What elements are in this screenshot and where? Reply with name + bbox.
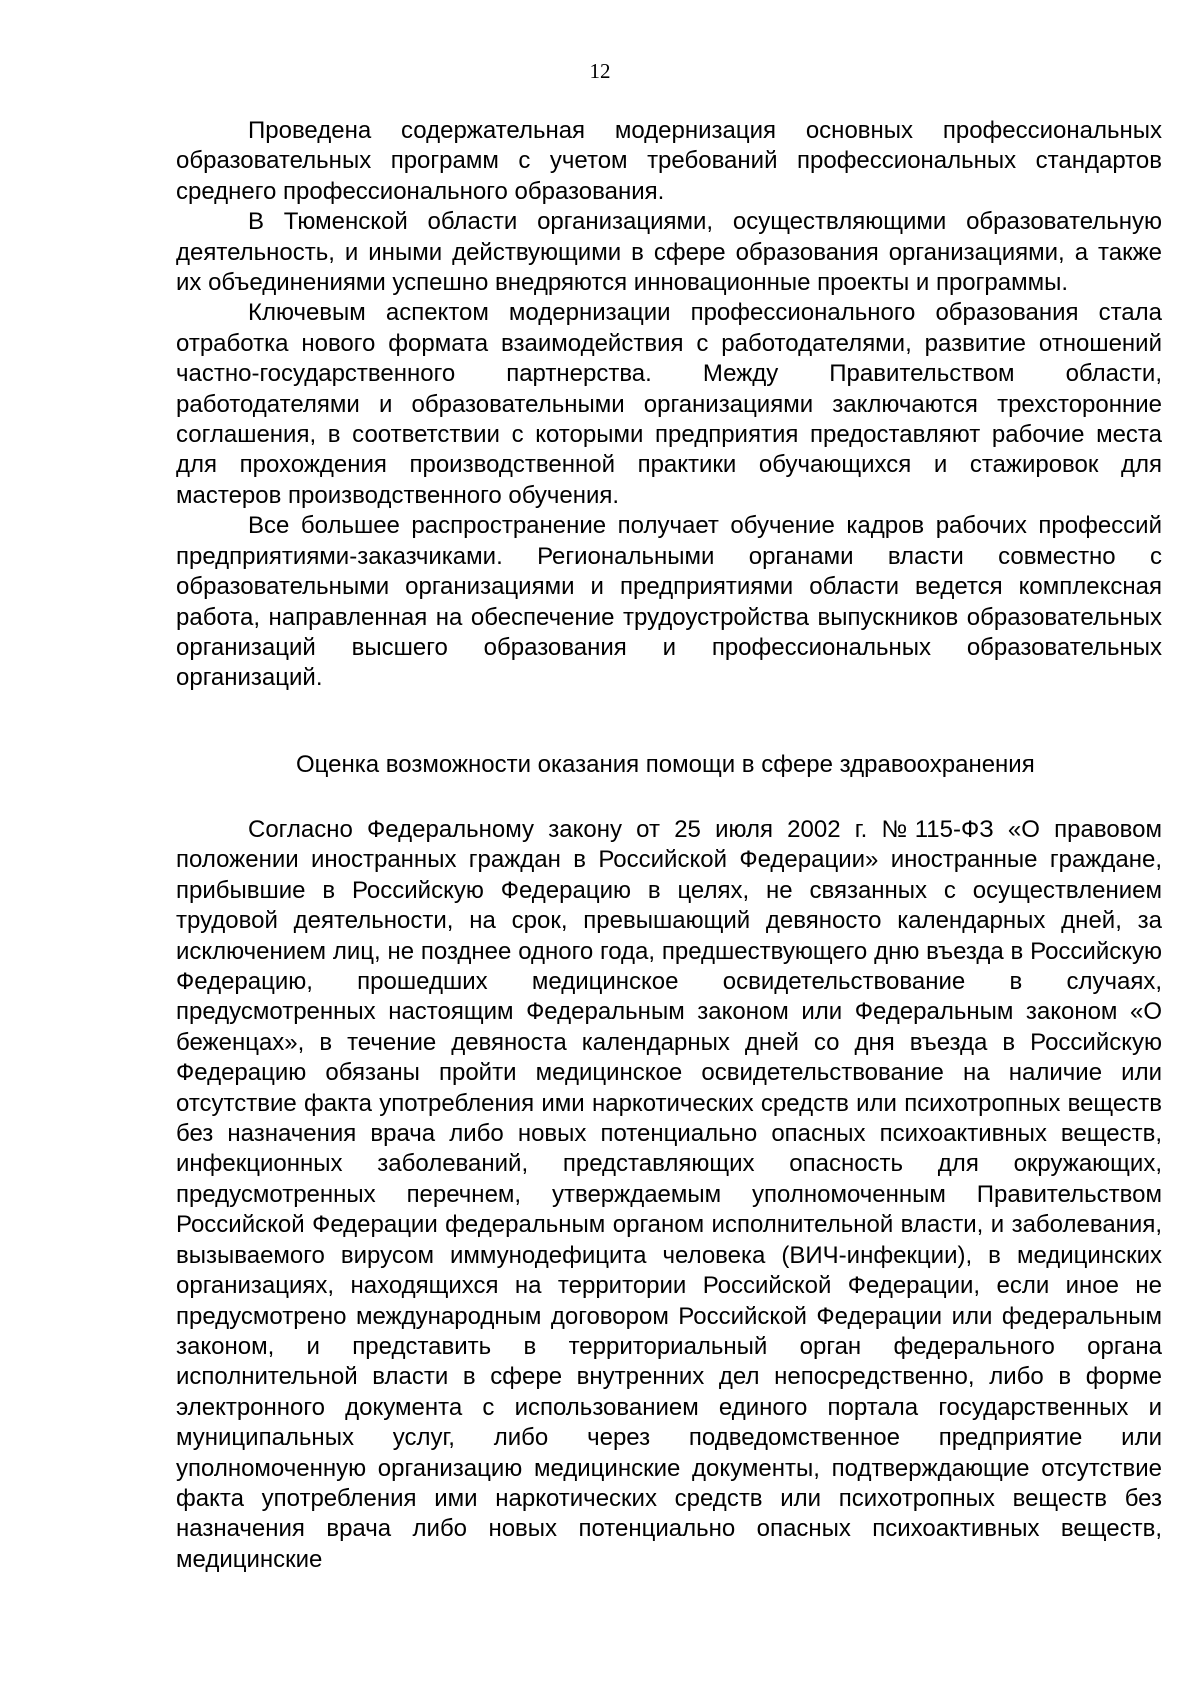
section-heading-healthcare: Оценка возможности оказания помощи в сфере здравоохранения (296, 751, 1035, 778)
paragraph-employer-partnership: Ключевым аспектом модернизации профессионального образования стала отработка нового формата взаимодействия с работодателями, развитие отношений частно-государственного партнерства. Между Правительством области, работодателями и образовательными организациями заключаются трехсторонние соглашения, в соответствии с которыми предприятия предоставляют рабочие места для прохождения производственной практики обучающихся и стажировок для мастеров производственного обучения. (176, 299, 1162, 509)
paragraph-innovation-projects: В Тюменской области организациями, осуществляющими образовательную деятельность, и иными действующими в сфере образования организациями, а также их объединениями успешно внедряются инновационные проекты и программы. (176, 208, 1162, 297)
paragraph-graduate-employment: Все большее распространение получает обучение кадров рабочих профессий предприятиями-заказчиками. Региональными органами власти совместно с образовательными организациями и предприятиями области ведется комплексная работа, направленная на обеспечение трудоустройства выпускников образовательных организаций высшего образования и профессиональных образовательных организаций. (176, 512, 1162, 692)
page-number: 12 (589, 59, 611, 83)
section-healthcare (176, 815, 1162, 1575)
paragraph-medical-examination-law: Согласно Федеральному закону от 25 июля 2002 г. №115-ФЗ «О правовом положении иностранных граждан в Российской Федерации» иностранные граждане, прибывшие в Российскую Федерацию в целях, не связанных с осуществлением трудовой деятельности, на срок, превышающий девяносто календарных дней, за исключением лиц, не позднее одного года, предшествующего дню въезда в Российскую Федерацию, прошедших медицинское освидетельствование в случаях, предусмотренных настоящим Федеральным законом или Федеральным законом «О беженцах», в течение девяноста календарных дней со дня въезда в Российскую Федерацию обязаны пройти медицинское освидетельствование на наличие или отсутствие факта употребления ими наркотических средств или психотропных веществ без назначения врача либо новых потенциально опасных психоактивных веществ, инфекционных заболеваний, представляющих опасность для окружающих, предусмотренных перечнем, утверждаемым уполномоченным Правительством Российской Федерации федеральным органом исполнительной власти, и заболевания, вызываемого вирусом иммунодефицита человека (ВИЧ-инфекции), в медицинских организациях, находящихся на территории Российской Федерации, если иное не предусмотрено международным договором Российской Федерации или федеральным законом, и представить в территориальный орган федерального органа исполнительной власти в сфере внутренних дел непосредственно, либо в форме электронного документа с использованием единого портала государственных и муниципальных услуг, либо через подведомственное предприятие или уполномоченную организацию медицинские документы, подтверждающие отсутствие факта употребления ими наркотических средств или психотропных веществ без назначения врача либо новых потенциально опасных психоактивных веществ, медицинские (176, 816, 1162, 1573)
section-vocational-education (176, 116, 1162, 694)
paragraph-programs-modernization: Проведена содержательная модернизация основных профессиональных образовательных программ с учетом требований профессиональных стандартов среднего профессионального образования. (176, 117, 1162, 205)
